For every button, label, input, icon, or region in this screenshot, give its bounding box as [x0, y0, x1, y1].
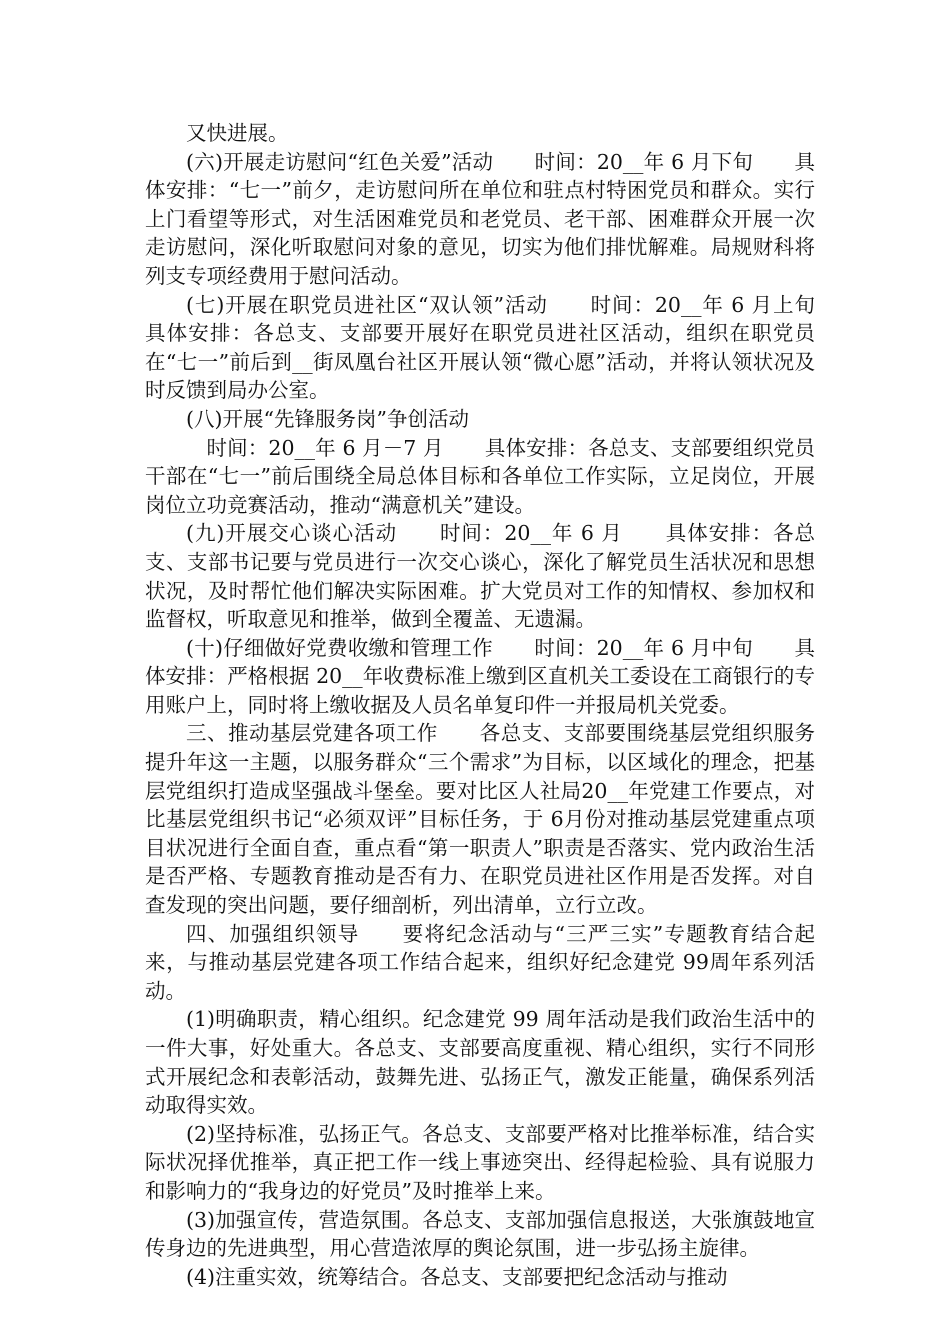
- paragraph-point-2: (2)坚持标准，弘扬正气。各总支、支部要严格对比推举标准，结合实际状况择优推举，真正把工作一线上事迹突出、经得起检验、具有说服力和影响力的“我身边的好党员”及时推举上来。: [145, 1121, 815, 1203]
- paragraph-item-10-party-dues: (十)仔细做好党费收缴和管理工作 时间：20__年 6 月中旬 具体安排：严格根据 20__年收费标准上缴到区直机关工委设在工商银行的专用账户上，同时将上缴收据及人员名单复印件一并报局机关党委。: [145, 635, 815, 717]
- paragraph-item-8-details: 时间：20__年 6 月－7 月 具体安排：各总支、支部要组织党员干部在“七一”前后围绕全局总体目标和各单位工作实际，立足岗位，开展岗位立功竞赛活动，推动“满意机关”建设。: [145, 435, 815, 517]
- paragraph-point-3: (3)加强宣传，营造氛围。各总支、支部加强信息报送，大张旗鼓地宣传身边的先进典型，用心营造浓厚的舆论氛围，进一步弘扬主旋律。: [145, 1207, 815, 1261]
- paragraph-item-9-heart-talk: (九)开展交心谈心活动 时间：20__年 6 月 具体安排：各总支、支部书记要与党员进行一次交心谈心，深化了解党员生活状况和思想状况，及时帮忙他们解决实际困难。扩大党员对工作的知情权、参加权和监督权，听取意见和推举，做到全覆盖、无遗漏。: [145, 521, 815, 632]
- paragraph-continuation: 又快进展。: [186, 121, 289, 145]
- paragraph-item-7-community-activity: (七)开展在职党员进社区“双认领”活动 时间：20__年 6 月上旬 具体安排：各总支、支部要开展好在职党员进社区活动，组织在职党员在“七一”前后到__街凤凰台社区开展认领“微心愿”活动，并将认领状况及时反馈到局办公室。: [145, 292, 856, 403]
- paragraph-point-4: (4)注重实效，统筹结合。各总支、支部要把纪念活动与推动: [186, 1264, 728, 1289]
- document-body: [145, 119, 856, 1291]
- paragraph-point-1: (1)明确职责，精心组织。纪念建党 99 周年活动是我们政治生活中的一件大事，好处重大。各总支、支部要高度重视、精心组织，实行不同形式开展纪念和表彰活动，鼓舞先进、弘扬正气，激发正能量，确保系列活动取得实效。: [145, 1007, 815, 1118]
- paragraph-section-3: 三、推动基层党建各项工作 各总支、支部要围绕基层党组织服务提升年这一主题，以服务群众“三个需求”为目标，以区域化的理念，把基层党组织打造成坚强战斗堡垒。要对比区人社局20__年党建工作要点，对比基层党组织书记“必须双评”目标任务，于 6月份对推动基层党建重点项目状况进行全面自查，重点看“第一职责人”职责是否落实、党内政治生活是否严格、专题教育推动是否有力、在职党员进社区作用是否发挥。对自查发现的突出问题，要仔细剖析，列出清单，立行立改。: [145, 721, 815, 918]
- paragraph-section-4: 四、加强组织领导 要将纪念活动与“三严三实”专题教育结合起来，与推动基层党建各项工作结合起来，组织好纪念建党 99周年系列活动。: [145, 921, 815, 1003]
- paragraph-item-6-visit-activity: (六)开展走访慰问“红色关爱”活动 时间：20__年 6 月下旬 具体安排：“七一”前夕，走访慰问所在单位和驻点村特困党员和群众。实行上门看望等形式，对生活困难党员和老党员、老干部、困难群众开展一次走访慰问，深化听取慰问对象的意见，切实为他们排忧解难。局规财科将列支专项经费用于慰问活动。: [145, 149, 815, 288]
- paragraph-item-8-heading: (八)开展“先锋服务岗”争创活动: [186, 406, 469, 431]
